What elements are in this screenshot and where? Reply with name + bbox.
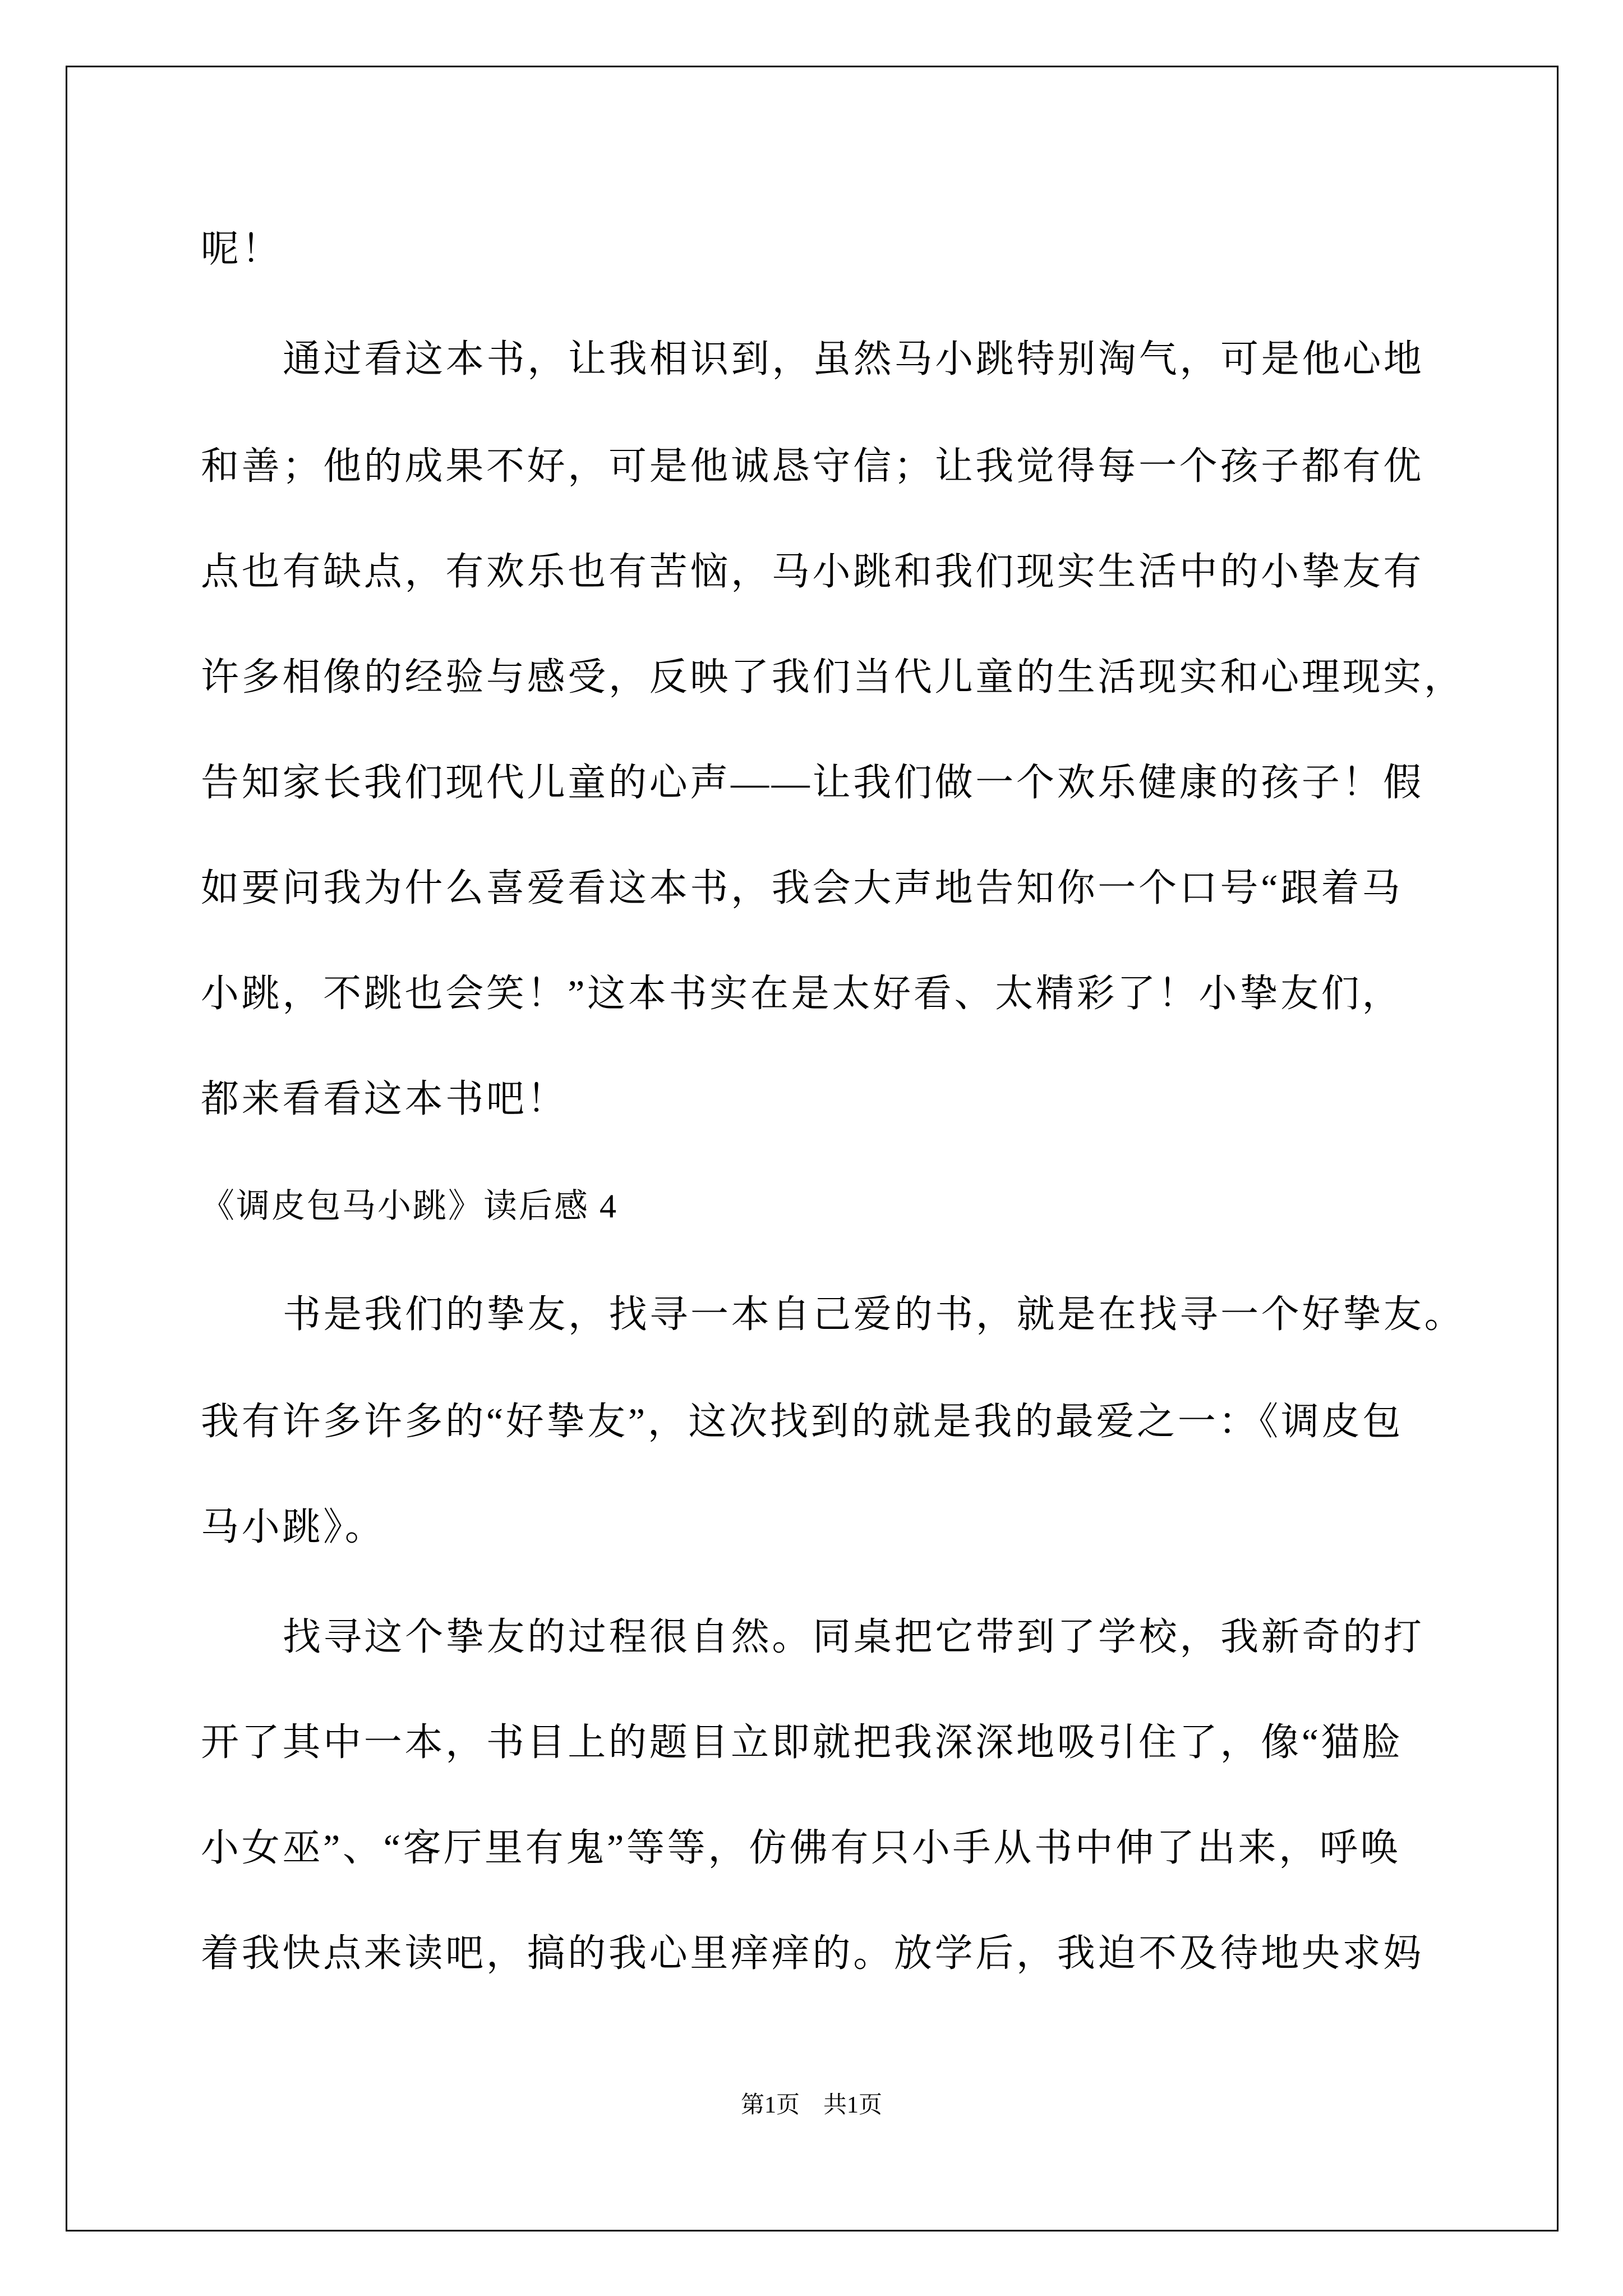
text-line: 小跳，不跳也会笑！”这本书实在是太好看、太精彩了！小挚友们， [201, 972, 1403, 1015]
section-heading: 《调皮包马小跳》读后感 4 [201, 1188, 618, 1225]
text-line: 开了其中一本，书目上的题目立即就把我深深地吸引住了，像“猫脸 [201, 1721, 1403, 1764]
text-line: 许多相像的经验与感受，反映了我们当代儿童的生活现实和心理现实， [201, 656, 1465, 698]
text-line: 都来看看这本书吧！ [201, 1078, 568, 1120]
text-line: 马小跳》。 [201, 1506, 386, 1548]
text-line: 通过看这本书，让我相识到，虽然马小跳特别淘气，可是他心地 [283, 338, 1424, 380]
text-line: 如要问我为什么喜爱看这本书，我会大声地告知你一个口号“跟着马 [201, 867, 1403, 909]
text-line: 小女巫”、“客厅里有鬼”等等，仿佛有只小手从书中伸了出来，呼唤 [201, 1826, 1401, 1869]
text-line: 着我快点来读吧，搞的我心里痒痒的。放学后，我迫不及待地央求妈 [201, 1932, 1424, 1975]
text-line: 书是我们的挚友，找寻一本自己爱的书，就是在找寻一个好挚友。 [283, 1293, 1465, 1336]
page-footer: 第1页 共1页 [740, 2092, 882, 2118]
text-line: 找寻这个挚友的过程很自然。同桌把它带到了学校，我新奇的打 [283, 1616, 1424, 1658]
text-line: 和善；他的成果不好，可是他诚恳守信；让我觉得每一个孩子都有优 [201, 445, 1424, 487]
text-line: 呢！ [201, 228, 283, 270]
text-line: 点也有缺点，有欢乐也有苦恼，马小跳和我们现实生活中的小挚友有 [201, 550, 1424, 593]
text-line: 告知家长我们现代儿童的心声——让我们做一个欢乐健康的孩子！假 [201, 761, 1424, 804]
text-line: 我有许多许多的“好挚友”，这次找到的就是我的最爱之一：《调皮包 [201, 1400, 1404, 1443]
page-border [66, 66, 1559, 2231]
